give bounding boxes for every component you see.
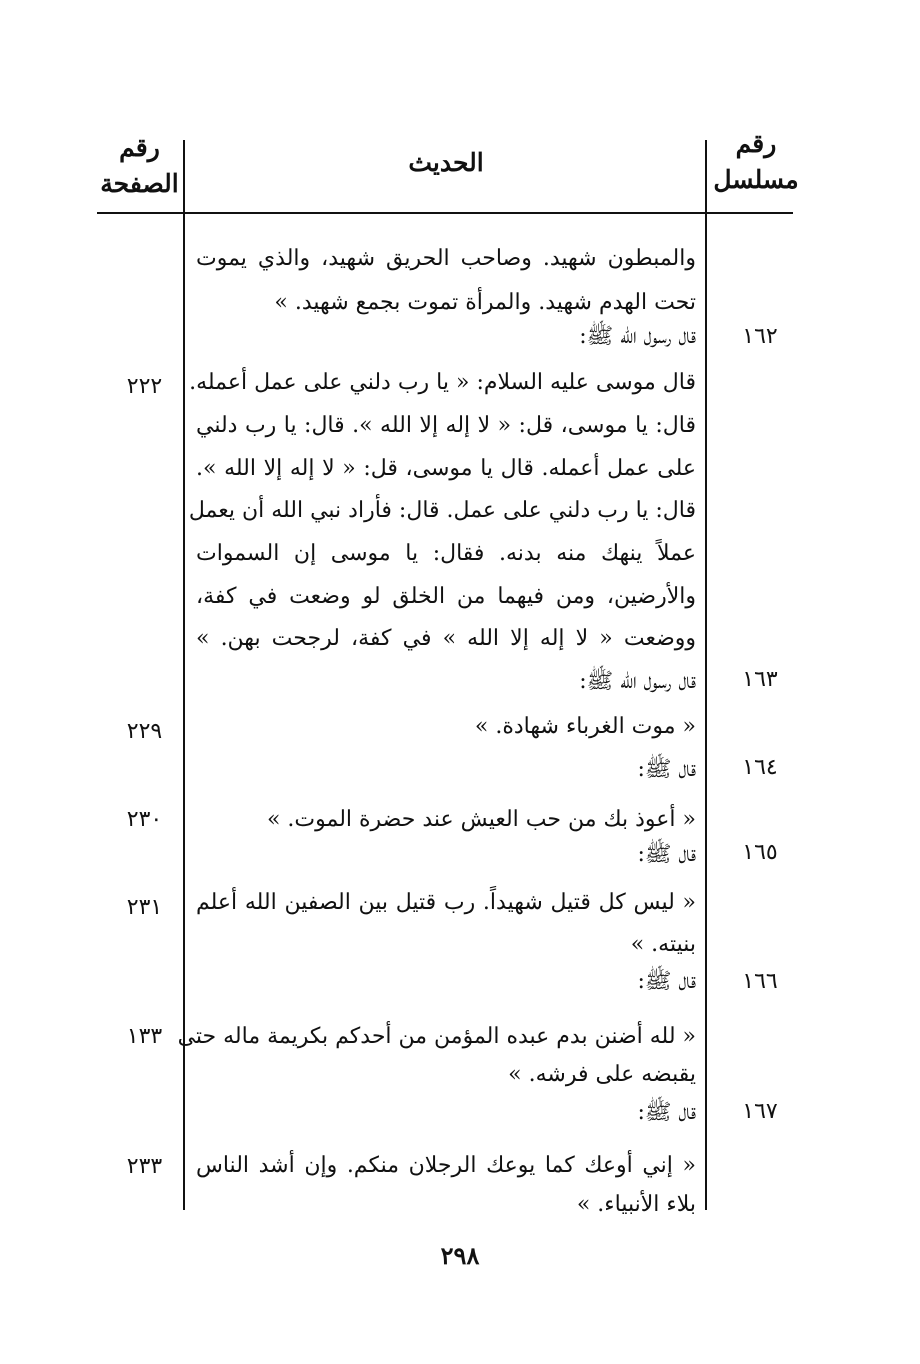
serial-number: ١٦٦	[742, 969, 778, 994]
hadith-line: « إني أوعك كما يوعك الرجلان منكم. وإن أشد الناس	[196, 1153, 696, 1178]
column-divider-right	[705, 140, 707, 1210]
page-reference: ٢٣٣	[126, 1154, 163, 1179]
header-rule	[97, 212, 793, 214]
hadith-intro-line: قال ﷺ:	[637, 969, 696, 994]
page-reference: ٢٣١	[126, 895, 163, 920]
serial-column-header	[706, 126, 806, 198]
hadith-line: يقبضه على فرشه. »	[508, 1062, 696, 1087]
page-column-header	[92, 130, 187, 202]
hadith-intro-line: قال ﷺ:	[637, 842, 696, 867]
serial-number: ١٦٤	[742, 755, 778, 780]
hadith-intro-line: قال رسول الله ﷺ:	[579, 324, 696, 349]
hadith-line: « أعوذ بك من حب العيش عند حضرة الموت. »	[266, 807, 696, 832]
page-reference: ٢٣٠	[126, 807, 163, 832]
serial-number: ١٦٣	[742, 667, 778, 692]
hadith-line: « موت الغرباء شهادة. »	[474, 714, 696, 739]
page-reference: ٢٢٩	[126, 719, 163, 744]
page-number: ٢٩٨	[440, 1241, 480, 1270]
hadith-intro-line: قال رسول الله ﷺ:	[579, 669, 696, 694]
page-reference: ١٣٣	[126, 1024, 163, 1049]
serial-number: ١٦٥	[742, 840, 778, 865]
hadith-line: قال: يا موسى، قل: « لا إله إلا الله ». قال: يا رب دلني	[196, 413, 696, 438]
hadith-line: ووضعت « لا إله إلا الله » في كفة، لرجحت بهن. »	[196, 626, 696, 651]
page-header-line1: رقم	[119, 133, 160, 162]
hadith-line: والأرضين، ومن فيهما من الخلق لو وضعت في كفة،	[196, 584, 696, 609]
hadith-line: بنيته. »	[630, 932, 696, 957]
hadith-line: قال موسى عليه السلام: « يا رب دلني على عمل أعمله.	[189, 370, 696, 395]
page-reference: ٢٢٢	[126, 374, 163, 399]
hadith-line: بلاء الأنبياء. »	[576, 1192, 696, 1217]
serial-header-line1: رقم	[735, 129, 777, 158]
hadith-line: عملاً ينهك منه بدنه. فقال: يا موسى إن السموات	[196, 541, 696, 566]
hadith-line: « ليس كل قتيل شهيداً. رب قتيل بين الصفين الله أعلم	[196, 890, 696, 915]
page-header-line2: الصفحة	[100, 169, 179, 198]
hadith-line: تحت الهدم شهيد. والمرأة تموت بجمع شهيد. »	[274, 290, 696, 315]
serial-number: ١٦٢	[742, 324, 778, 349]
hadith-line: على عمل أعمله. قال يا موسى، قل: « لا إله إلا الله ».	[196, 456, 696, 481]
hadith-intro-line: قال ﷺ:	[637, 1100, 696, 1125]
serial-header-line2: مسلسل	[713, 165, 799, 194]
hadith-column-header: الحديث	[408, 148, 484, 177]
serial-number: ١٦٧	[742, 1099, 778, 1124]
hadith-intro-line: قال ﷺ:	[637, 757, 696, 782]
hadith-line: والمبطون شهيد. وصاحب الحريق شهيد، والذي يموت	[196, 246, 696, 271]
hadith-line: قال: يا رب دلني على عمل. قال: فأراد نبي الله أن يعمل	[188, 498, 696, 523]
hadith-line: « لله أضنن بدم عبده المؤمن من أحدكم بكريمة ماله حتى	[177, 1024, 696, 1049]
